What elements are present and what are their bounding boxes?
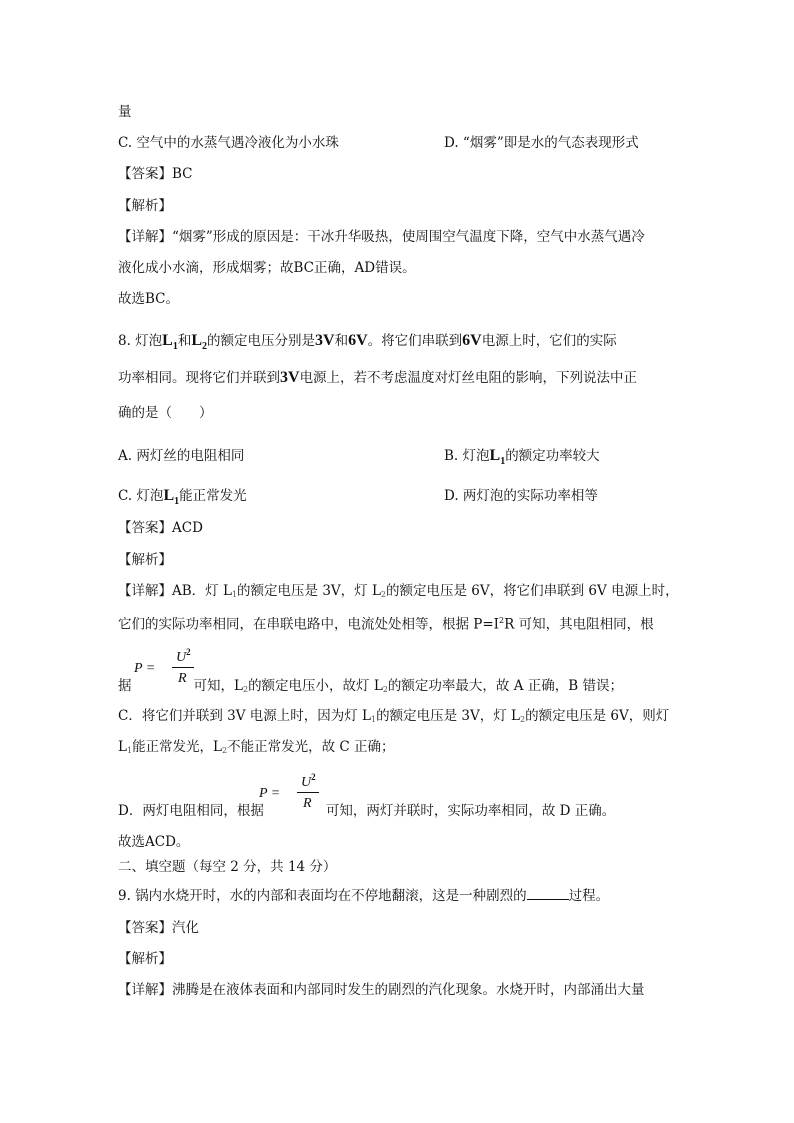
q8-analysis: 【解析】 [118,552,172,568]
text: 8. 灯泡 [118,333,163,349]
q9-stem: 9. 锅内水烧开时，水的内部和表面均在不停地翻滚，这是一种剧烈的 过程。 [118,888,610,904]
q7-option-c: C. 空气中的水蒸气遇冷液化为小水珠 [118,135,339,151]
q8-detail-6: D．两灯电阻相同，根据 可知，两灯并联时，实际功率相同，故 D 正确。 [118,803,616,819]
symbol-l1: $L_1$ [162,332,178,353]
text: 电源上，若不考虑温度对灯丝电阻的影响，下列说法中正 [299,370,638,386]
q8-detail-3: 据 可知，$L_2$的额定电压小，故灯 $L_2$的额定功率最大，故 A 正确，B 错误； [118,678,623,694]
answer-blank [527,887,569,900]
q7-answer: 【答案】BC [118,166,193,182]
q8-option-d: D. 两灯泡的实际功率相等 [444,488,598,504]
q7-detail-2: 液化成小水滴，形成烟雾；故BC正确，AD错误。 [118,260,416,276]
q7-tail: 量 [118,104,132,120]
q8-option-b: B. 灯泡$L_1$的额定功率较大 [444,447,600,468]
q7-conclusion: 故选BC。 [118,291,180,307]
value-3v: 3V [280,369,300,386]
value-6v: 6V [348,332,368,349]
q9-detail-1: 【详解】沸腾是在液体表面和内部同时发生的剧烈的汽化现象。水烧开时，内部涌出大量 [118,982,645,998]
q8-stem-1 [118,332,617,356]
text: 功率相同。现将它们并联到 [118,370,280,386]
q8-answer: 【答案】ACD [118,520,203,536]
text: 和 [334,333,349,349]
section-heading: 二、填空题（每空 2 分，共 14 分） [118,859,337,875]
value-6v: 6V [462,332,482,349]
text: 电源上时，它们的实际 [481,333,617,349]
text: 和 [177,333,192,349]
q8-detail-1: 【详解】AB．灯 $L_1$的额定电压是 3V，灯 $L_2$的额定电压是 6V，将它们串联到 6V 电源上时， [118,583,679,599]
formula-power: P = $U^2$ R [134,647,198,691]
q8-detail-2: 它们的实际功率相同，在串联电路中，电流处处相等，根据 $P=I^2R$ 可知，其电阻相同，根 [118,616,654,633]
q7-analysis: 【解析】 [118,198,172,214]
q9-answer: 【答案】汽化 [118,920,199,936]
q7-option-d: D. “烟雾”即是水的气态表现形式 [444,135,639,151]
text: 的额定电压分别是 [207,333,316,349]
q9-analysis: 【解析】 [118,951,172,967]
q8-stem-3: 确的是（ ） [118,405,213,421]
q8-stem-2 [118,369,637,387]
value-3v: 3V [315,332,335,349]
q8-detail-5: $L_1$能正常发光，$L_2$不能正常发光，故 C 正确； [118,739,395,755]
q8-option-a: A. 两灯丝的电阻相同 [118,448,245,464]
q7-detail-1: 【详解】“烟雾”形成的原因是：干冰升华吸热，使周围空气温度下降，空气中水蒸气遇冷 [118,229,645,245]
symbol-l2: $L_2$ [191,332,208,353]
text: 。将它们串联到 [367,333,463,349]
q8-detail-4: C．将它们并联到 3V 电源上时，因为灯 $L_1$的额定电压是 3V，灯 $L_2$的额定电压是 6V，则灯 [118,708,670,724]
q8-option-c: C. 灯泡$L_1$能正常发光 [118,487,247,508]
formula-power-2: P = $U^2$ R [259,772,323,816]
q8-conclusion: 故选ACD。 [118,834,190,850]
